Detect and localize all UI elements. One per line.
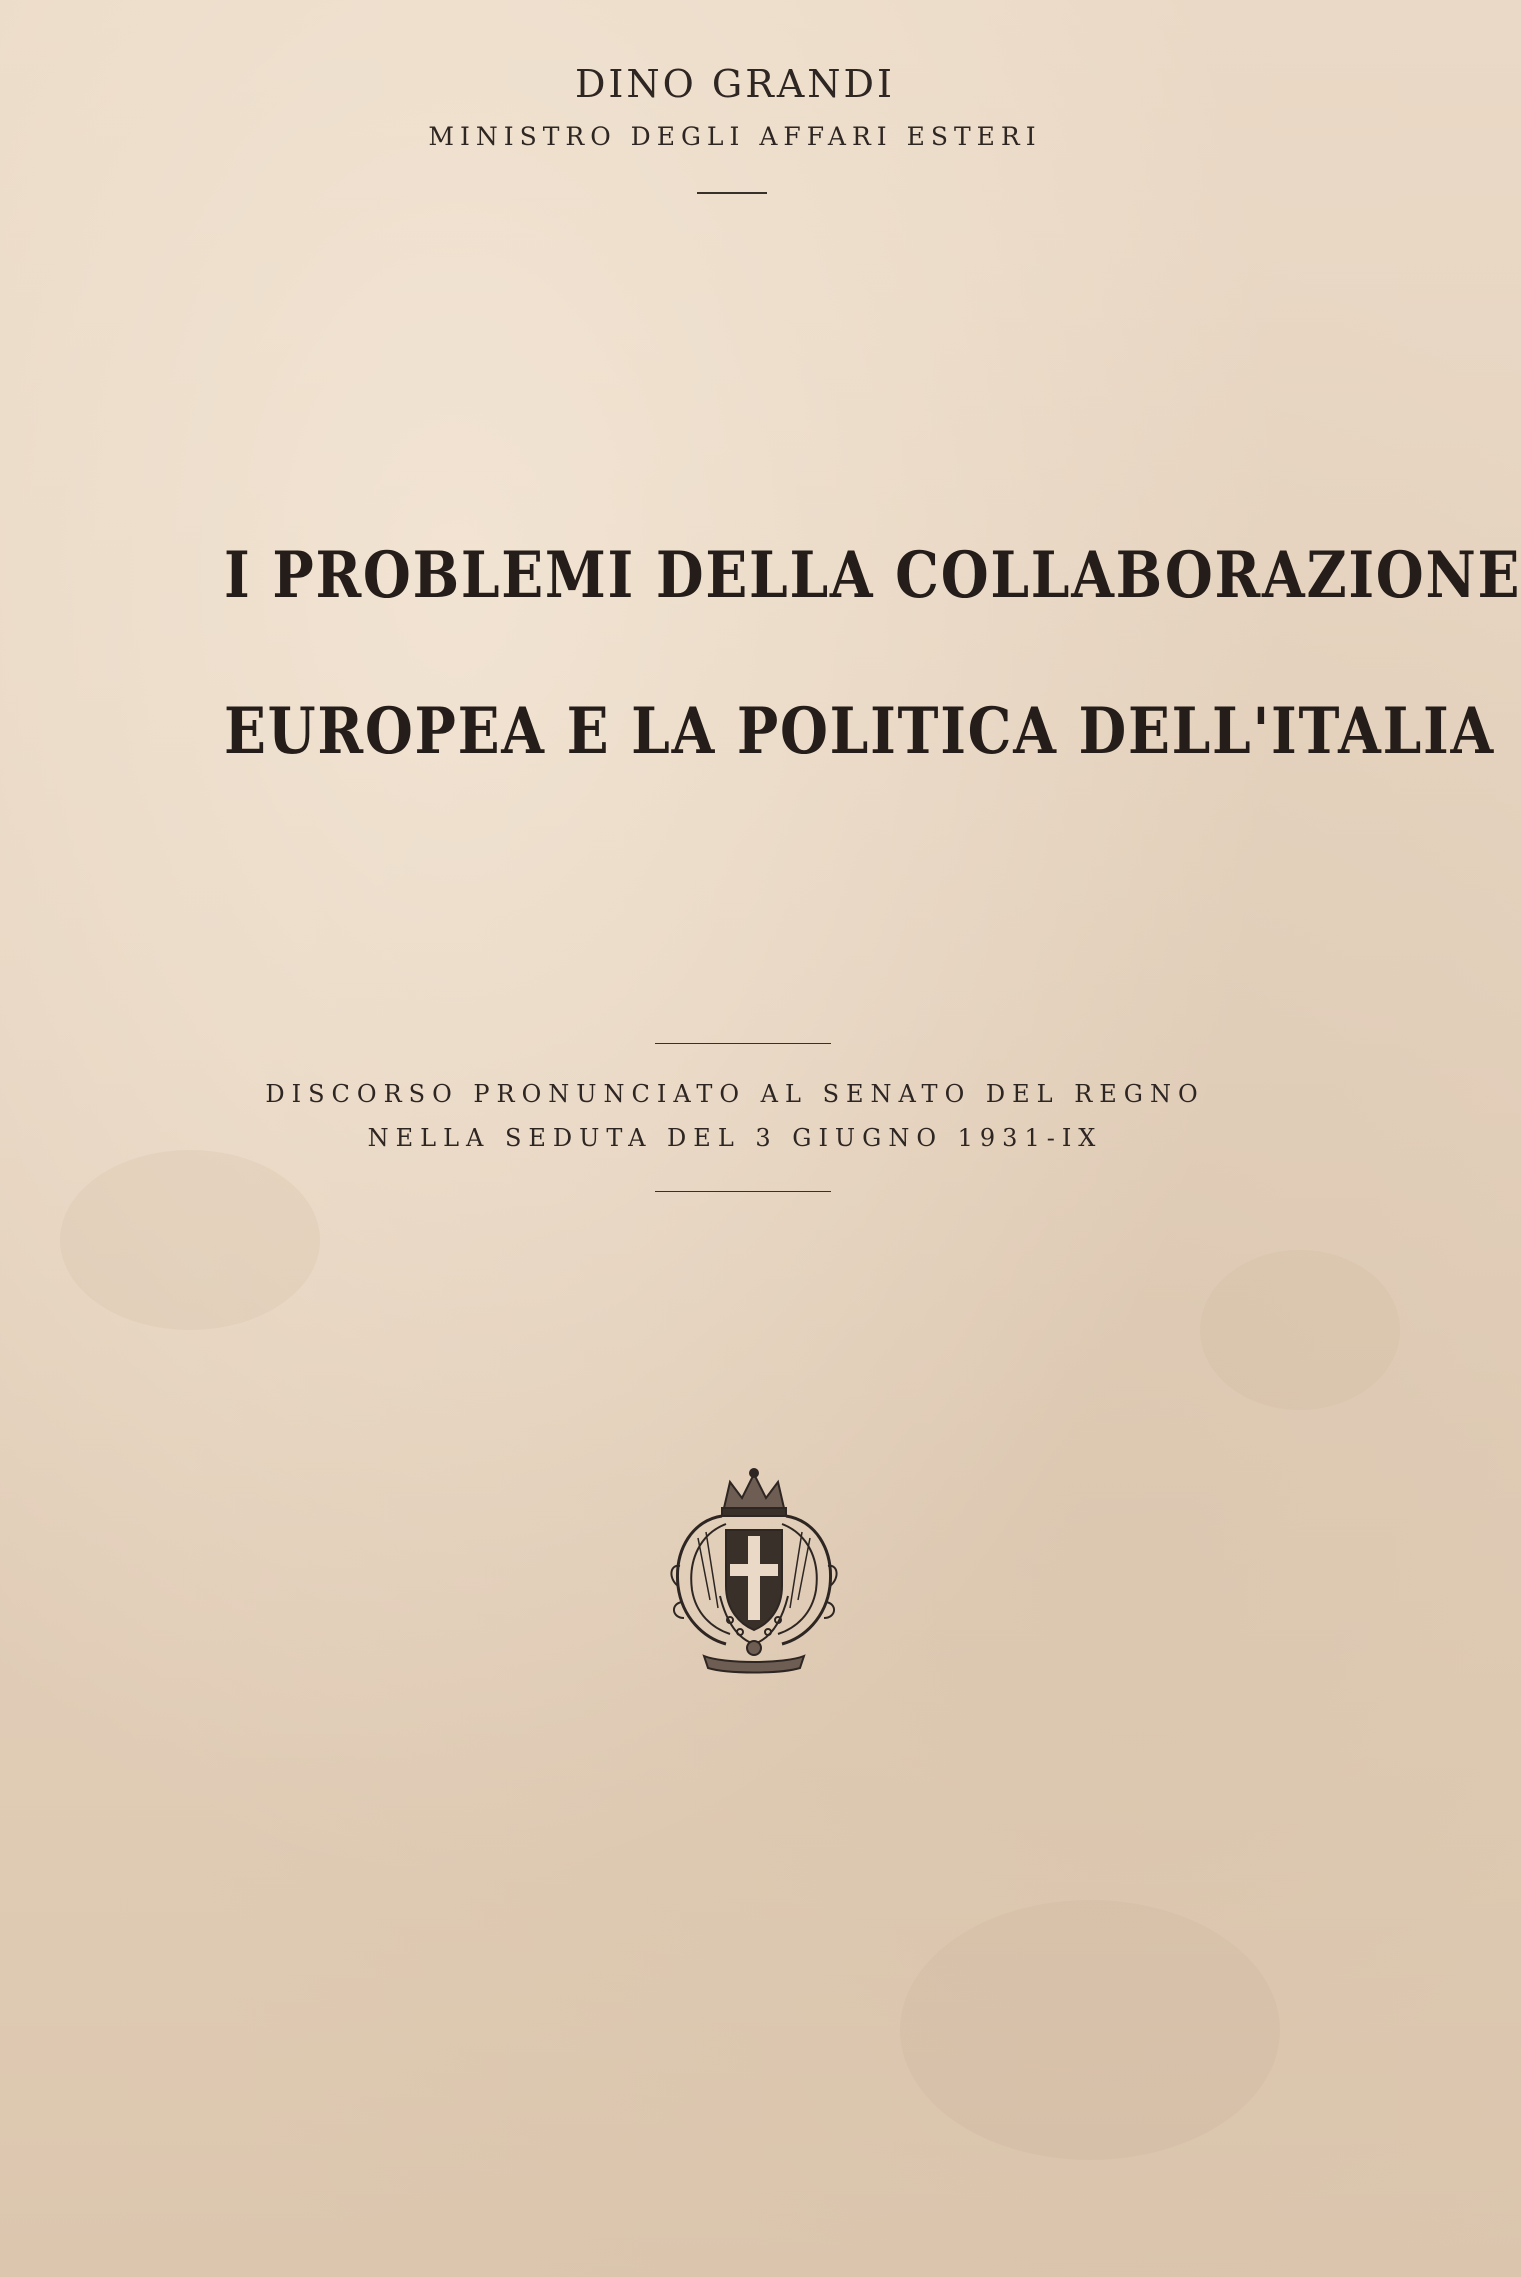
paper-stain	[1200, 1250, 1400, 1410]
paper-stain	[60, 1150, 320, 1330]
page-title-line-2: EUROPEA E LA POLITICA DELL'ITALIA	[224, 694, 1495, 769]
subtitle-line-1: DISCORSO PRONUNCIATO AL SENATO DEL REGNO	[265, 1080, 1205, 1108]
savoy-coat-of-arms-icon	[664, 1468, 844, 1678]
author-role: MINISTRO DEGLI AFFARI ESTERI	[428, 122, 1042, 151]
subtitle-top-divider	[655, 1043, 831, 1044]
paper-stain	[900, 1900, 1280, 2160]
author-name: DINO GRANDI	[574, 62, 896, 106]
subtitle-bottom-divider	[655, 1191, 831, 1192]
header-divider	[697, 192, 767, 194]
page-title-line-1: I PROBLEMI DELLA COLLABORAZIONE	[224, 538, 1521, 613]
subtitle-line-2: NELLA SEDUTA DEL 3 GIUGNO 1931-IX	[367, 1124, 1103, 1152]
